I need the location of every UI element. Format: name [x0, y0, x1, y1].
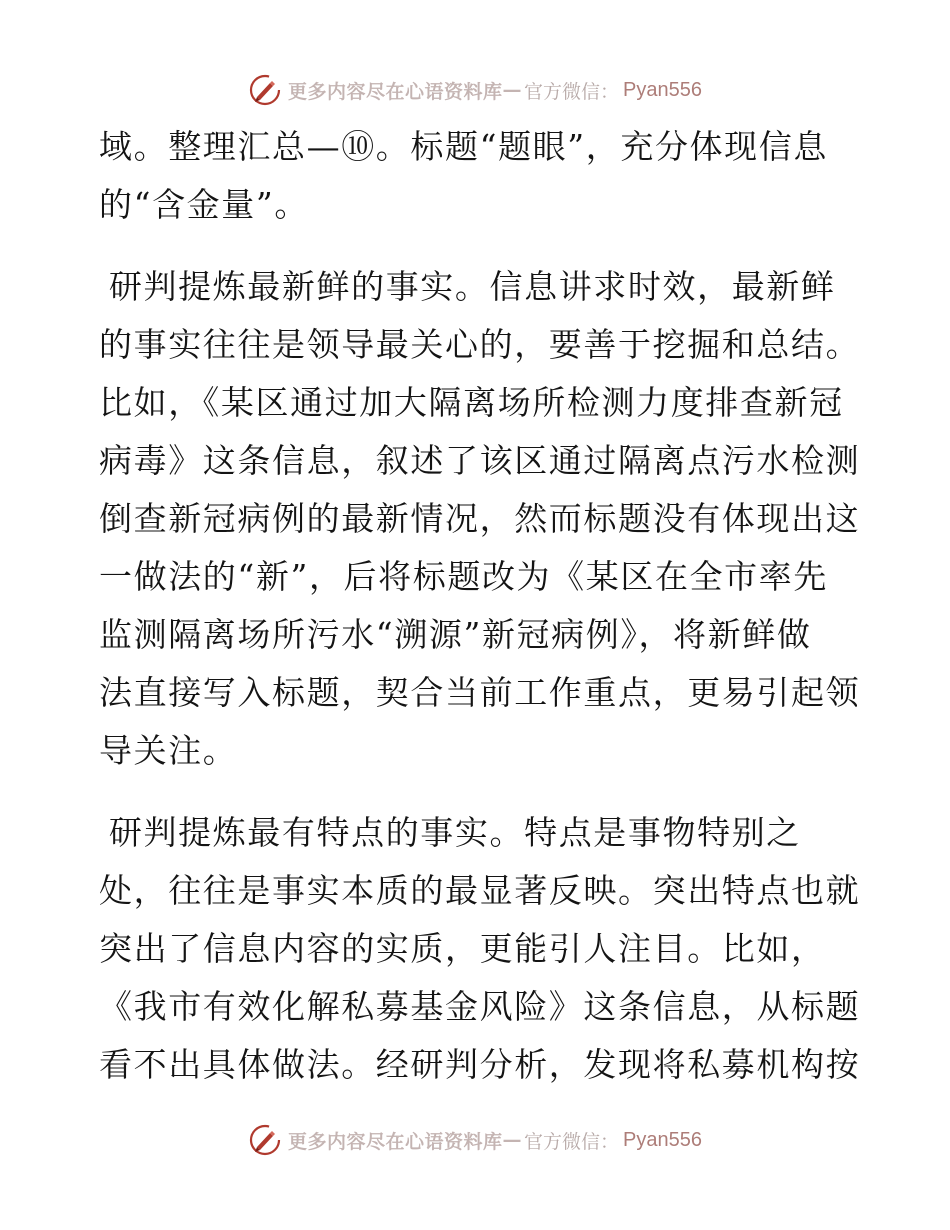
text-line: 突出了信息内容的实质，更能引人注目。比如，: [99, 929, 826, 968]
pen-logo-icon: [248, 1123, 282, 1157]
header-watermark-banner: [0, 70, 950, 110]
paragraph-1: [99, 118, 851, 234]
banner-wechat-id: Pyan556: [623, 78, 702, 101]
banner-main-text: 更多内容尽在心语资料库: [288, 1130, 503, 1153]
banner-dash: —: [502, 79, 523, 101]
paragraph-2: [99, 258, 861, 780]
footer-watermark-banner: [0, 1120, 950, 1160]
text-line: 看不出具体做法。经研判分析，发现将私募机构按: [99, 1045, 861, 1084]
text-line: 比如，《某区通过加大隔离场所检测力度排查新冠: [99, 383, 844, 422]
text-line: 法直接写入标题，契合当前工作重点，更易引起领: [99, 673, 861, 712]
text-line: 《我市有效化解私募基金风险》这条信息，从标题: [99, 987, 861, 1026]
text-line: 处，往往是事实本质的最显著反映。突出特点也就: [99, 871, 861, 910]
document-body: [99, 118, 861, 1118]
text-line: 监测隔离场所污水“溯源”新冠病例》，将新鲜做: [99, 615, 812, 654]
paragraph-3: [99, 804, 861, 1094]
text-line: 研判提炼最新鲜的事实。信息讲求时效，最新鲜: [108, 267, 836, 306]
text-line: 一做法的“新”，后将标题改为《某区在全市率先: [99, 557, 828, 596]
text-line: 域。整理汇总—⑩。标题“题眼”，充分体现信息: [99, 127, 828, 166]
text-line: 导关注。: [99, 731, 238, 770]
text-line: 的“含金量”。: [99, 185, 309, 224]
banner-wechat-label: 官方微信：: [524, 1130, 620, 1153]
banner-wechat-id: Pyan556: [623, 1128, 702, 1151]
banner-dash: —: [502, 1129, 523, 1151]
banner-wechat-label: 官方微信：: [524, 80, 620, 103]
text-line: 研判提炼最有特点的事实。特点是事物特别之: [108, 813, 801, 852]
text-line: 病毒》这条信息，叙述了该区通过隔离点污水检测: [99, 441, 861, 480]
pen-logo-icon: [248, 73, 282, 107]
text-line: 的事实往往是领导最关心的，要善于挖掘和总结。: [99, 325, 861, 364]
text-line: 倒查新冠病例的最新情况，然而标题没有体现出这: [99, 499, 861, 538]
banner-main-text: 更多内容尽在心语资料库: [288, 80, 503, 103]
